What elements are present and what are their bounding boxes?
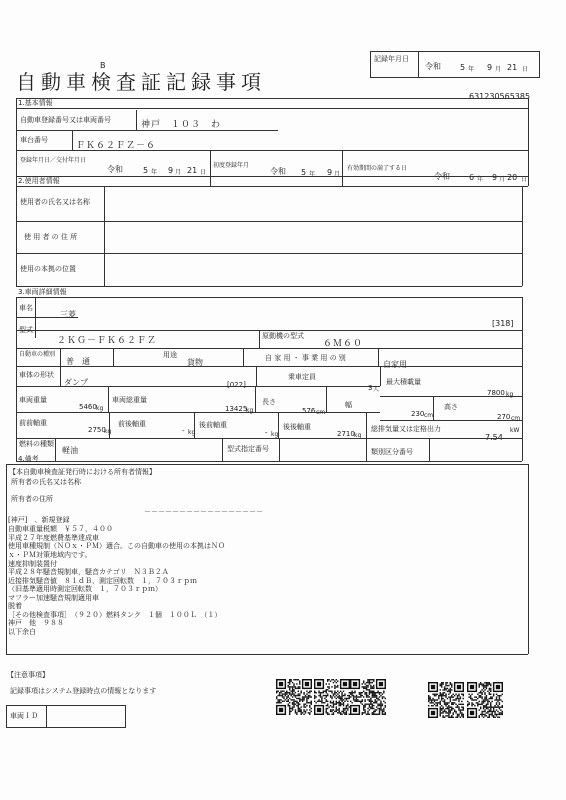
qr-code-4 <box>428 682 464 718</box>
document-number: 631230565385 <box>469 92 531 101</box>
first-registration-era: 令和 <box>270 167 286 176</box>
user-name-label: 使用者の氏名又は名称 <box>20 198 90 206</box>
qr-code-1 <box>276 679 312 715</box>
remarks-line: 自動車重量税額 ￥５７，４００ <box>8 525 113 533</box>
vehicle-id-label: 車両ＩＤ <box>10 712 38 720</box>
section-remarks-heading: 4.備考 <box>18 455 39 463</box>
business-type-value: 自家用 <box>383 360 407 369</box>
rear-rear-axle-value: 2710 <box>337 430 355 438</box>
purpose-value: 貨物 <box>187 358 203 367</box>
displacement-label: 総排気量又は定格出力 <box>371 425 441 433</box>
length-value: 576 <box>302 407 316 415</box>
remarks-line: 平成２８年騒音規制車，騒音カテゴリ Ｎ３Ｂ２Ａ <box>8 568 169 576</box>
first-registration-label: 初度登録年月 <box>213 162 250 169</box>
qr-code-2 <box>314 679 350 715</box>
front-rear-axle-label: 前後軸重 <box>118 420 146 428</box>
base-location-label: 使用の本拠の位置 <box>20 265 76 273</box>
registration-number-value: 神戸 １０３ わ <box>141 120 222 130</box>
expiry-date-label: 有効期間の満了する日 <box>347 165 408 172</box>
page-title: 自動車検査証記録事項 <box>16 70 266 94</box>
capacity-value: 3 <box>368 384 373 392</box>
remarks-line: 近接排気騒音値 ８１ｄＢ，測定回転数 １，７０３ｒｐｍ <box>8 577 197 585</box>
remarks-line: 平成２７年度燃費基準達成車 <box>8 534 99 542</box>
category-number-label: 類別区分番号 <box>371 448 413 456</box>
body-shape-value: ダンプ <box>64 378 89 387</box>
remarks-line: [神戸] 、新規登録 <box>8 516 70 524</box>
model-label: 型式 <box>19 326 33 334</box>
business-type-label: 自 家 用 ・ 事 業 用 の 別 <box>265 354 346 362</box>
height-value: 270 <box>497 413 511 421</box>
model-value: ２ＫＧ－ＦＫ６２ＦＺ <box>57 336 158 346</box>
registration-date-label: 登録年月日／交付年月日 <box>20 157 87 164</box>
maker-value: 三菱 <box>60 310 76 319</box>
remarks-line: マフラー加速騒音規制適用車 <box>8 594 99 602</box>
type-designation-label: 型式指定番号 <box>227 445 269 453</box>
expiry-date-era: 令和 <box>434 172 450 181</box>
remarks-line: ｘ・ＰＭ対策地域内です。 <box>8 551 92 559</box>
rear-rear-axle-label: 後後軸重 <box>283 423 311 431</box>
remarks-line: 速度抑制装置付 <box>8 560 57 568</box>
caution-text: 記録事項はシステム登録時点の情報となります <box>10 687 157 695</box>
width-value: 230 <box>411 410 425 418</box>
remarks-line: （旧基準適用時測定回転数 １，７０３ｒｐｍ） <box>8 585 162 593</box>
rear-front-axle-label: 後前軸重 <box>199 421 227 429</box>
remarks-divider: －－－－－－－－－－－－－－－－－ <box>144 508 263 516</box>
fuel-type-label: 燃料の種類 <box>19 440 54 448</box>
gross-weight-value: 13425 <box>225 405 248 413</box>
remarks-line: 脱着 <box>8 602 22 610</box>
vehicle-weight-value: 5460 <box>79 403 97 411</box>
body-shape-label: 車体の形状 <box>19 371 54 379</box>
width-label: 幅 <box>345 401 352 409</box>
capacity-label: 乗車定員 <box>288 373 316 381</box>
front-rear-axle-value: - <box>182 427 185 435</box>
remarks-line: 使用車種規制（ＮＯｘ・ＰＭ）適合。この自動車の使用の本拠はＮＯ <box>8 542 225 550</box>
chassis-number-label: 車台番号 <box>20 136 48 144</box>
remarks-line: 以下余白 <box>8 628 36 636</box>
owner-name-label: 所有者の氏名又は名称 <box>11 478 81 486</box>
front-front-axle-label: 前前軸重 <box>19 419 47 427</box>
max-load-label: 最大積載量 <box>386 378 421 386</box>
maker-label: 車名 <box>19 304 33 312</box>
front-front-axle-value: 2750 <box>88 426 106 434</box>
vehicle-weight-label: 車両重量 <box>19 396 47 404</box>
qr-code-5 <box>467 682 503 718</box>
owner-info-heading: 【本自動車検査証発行時における所有者情報】 <box>9 468 156 476</box>
owner-address-label: 所有者の住所 <box>11 495 53 503</box>
form-mark: B <box>100 61 106 70</box>
vehicle-kind-value: 普 通 <box>66 357 90 366</box>
section-vehicle-heading: 3.車両詳細情報 <box>18 288 67 296</box>
caution-heading: 【注意事項】 <box>7 671 49 679</box>
displacement-value: 7.54 <box>485 433 503 442</box>
maker-code: [318] <box>492 319 514 328</box>
fuel-type-value: 軽油 <box>62 446 78 455</box>
gross-weight-label: 車両総重量 <box>112 396 147 404</box>
qr-code-3 <box>350 679 386 715</box>
record-date-era: 令和 <box>425 62 441 71</box>
length-label: 長さ <box>262 398 276 406</box>
remarks-line: 神戸 他 ９８８ <box>8 619 64 627</box>
remarks-line: ［その他検査事項］ （９２０）燃料タンク １個 １００Ｌ （１） <box>8 611 222 619</box>
height-label: 高さ <box>444 403 458 411</box>
user-address-label: 使 用 者 の 住 所 <box>24 233 78 241</box>
registration-number-label: 自動車登録番号又は車両番号 <box>20 116 111 124</box>
rear-front-axle-value: - <box>265 429 268 437</box>
engine-model-label: 原動機の型式 <box>262 332 304 340</box>
max-load-value: 7800 <box>487 389 505 397</box>
registration-date-era: 令和 <box>107 165 123 174</box>
purpose-label: 用途 <box>163 351 177 359</box>
chassis-number-value: ＦＫ６２ＦＺ－６ <box>76 141 157 151</box>
section-user-heading: 2.使用者情報 <box>18 177 60 185</box>
vehicle-kind-label: 自動車の種別 <box>19 351 56 358</box>
record-date-label: 記録年月日 <box>374 55 409 63</box>
body-shape-code: [022] <box>227 381 246 389</box>
section-basic-heading: 1.基本情報 <box>18 99 53 107</box>
engine-model-value: ６Ｍ６０ <box>323 339 364 349</box>
